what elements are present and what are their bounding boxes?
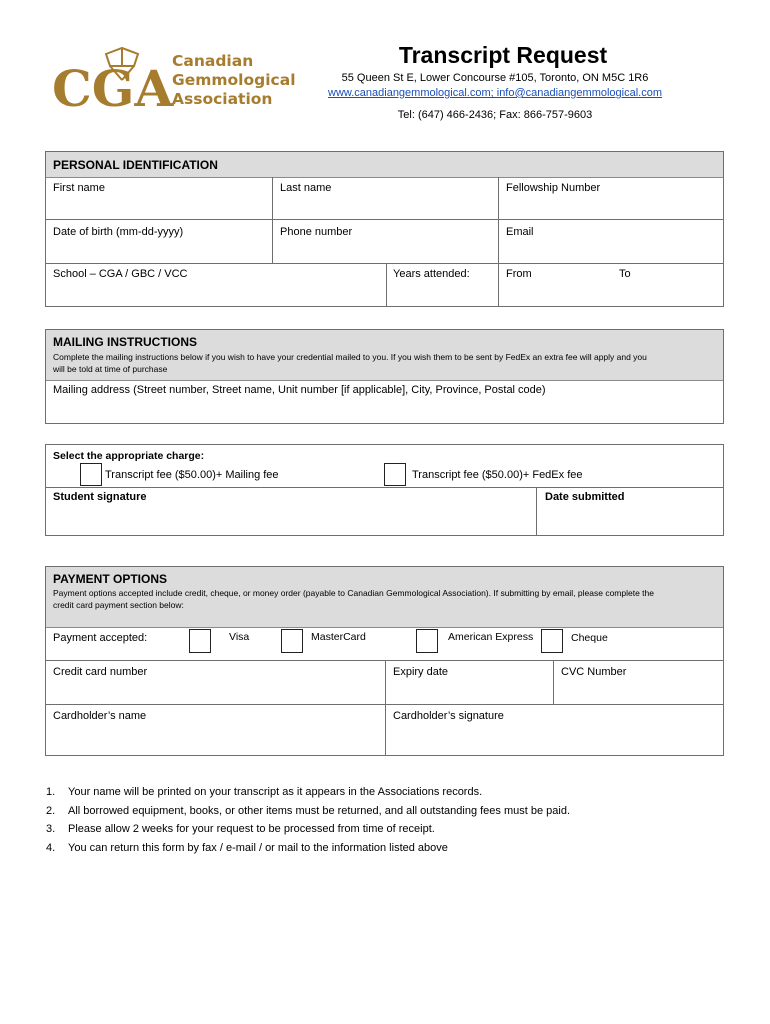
cardholder-name-field[interactable]: Cardholder’s name	[53, 710, 147, 722]
fedex-fee-checkbox[interactable]	[384, 463, 406, 486]
fellowship-number-field[interactable]: Fellowship Number	[506, 182, 601, 194]
list-item: 1. Your name will be printed on your transcript as it appears in the Associations records.	[46, 786, 483, 798]
visa-checkbox[interactable]	[189, 629, 211, 653]
fedex-fee-option-label: Transcript fee ($50.00)+ FedEx fee	[412, 469, 583, 481]
expiry-date-field[interactable]: Expiry date	[393, 666, 449, 678]
page-title: Transcript Request	[398, 42, 608, 68]
mailing-section-title: MAILING INSTRUCTIONS	[53, 335, 197, 349]
first-name-field[interactable]: First name	[53, 182, 105, 194]
web-email-link[interactable]: www.canadiangemmological.com; info@canadiangemmological.com	[328, 87, 662, 99]
credit-card-number-field[interactable]: Credit card number	[53, 666, 148, 678]
amex-checkbox[interactable]	[416, 629, 438, 653]
amex-label: American Express	[448, 631, 534, 643]
org-name: Canadian Gemmological Association	[172, 52, 296, 108]
payment-accepted-label: Payment accepted:	[53, 632, 148, 644]
mailing-fee-checkbox[interactable]	[80, 463, 102, 486]
cardholder-signature-field[interactable]: Cardholder’s signature	[393, 710, 504, 722]
last-name-field[interactable]: Last name	[280, 182, 332, 194]
visa-label: Visa	[229, 631, 250, 643]
list-item: 2. All borrowed equipment, books, or other items must be returned, and all outstanding fees must be paid.	[46, 804, 571, 817]
mailing-instructions-text: Complete the mailing instructions below if you wish to have your credential mailed to you. If you wish them to be sent by FedEx an extra fee will apply and you will be told at time of purchase	[53, 352, 647, 374]
student-signature-field[interactable]: Student signature	[53, 491, 147, 503]
cvc-number-field[interactable]: CVC Number	[561, 666, 627, 678]
to-field[interactable]: To	[619, 268, 631, 280]
charge-section-title: Select the appropriate charge:	[53, 450, 205, 462]
mastercard-checkbox[interactable]	[281, 629, 303, 653]
payment-description: Payment options accepted include credit, cheque, or money order (payable to Canadian Gemmological Association). If submitting by email, please complete the credit card payment section below:	[53, 588, 654, 610]
notes-list	[46, 783, 570, 857]
from-field[interactable]: From	[506, 268, 532, 280]
mastercard-label: MasterCard	[311, 631, 366, 643]
school-field[interactable]: School – CGA / GBC / VCC	[53, 268, 188, 280]
mailing-address-field[interactable]: Mailing address (Street number, Street name, Unit number [if applicable], City, Province, Postal code)	[53, 384, 546, 396]
list-item: 3. Please allow 2 weeks for your request to be processed from time of receipt.	[46, 823, 435, 835]
phone-field[interactable]: Phone number	[280, 226, 353, 238]
address-line: 55 Queen St E, Lower Concourse #105, Toronto, ON M5C 1R6	[341, 72, 649, 84]
mailing-fee-option-label: Transcript fee ($50.00)+ Mailing fee	[105, 469, 279, 481]
tel-fax-line: Tel: (647) 466-2436; Fax: 866-757-9603	[397, 109, 593, 121]
years-attended-label: Years attended:	[393, 268, 470, 280]
dob-field[interactable]: Date of birth (mm-dd-yyyy)	[53, 226, 184, 238]
personal-section-title: PERSONAL IDENTIFICATION	[53, 158, 218, 172]
list-item: 4. You can return this form by fax / e-mail / or mail to the information listed above	[46, 841, 448, 854]
date-submitted-field[interactable]: Date submitted	[545, 491, 625, 503]
payment-section-title: PAYMENT OPTIONS	[53, 572, 168, 586]
logo-text: CGA	[52, 59, 174, 114]
email-field[interactable]: Email	[506, 226, 534, 238]
cheque-label: Cheque	[571, 632, 608, 644]
cheque-checkbox[interactable]	[541, 629, 563, 653]
